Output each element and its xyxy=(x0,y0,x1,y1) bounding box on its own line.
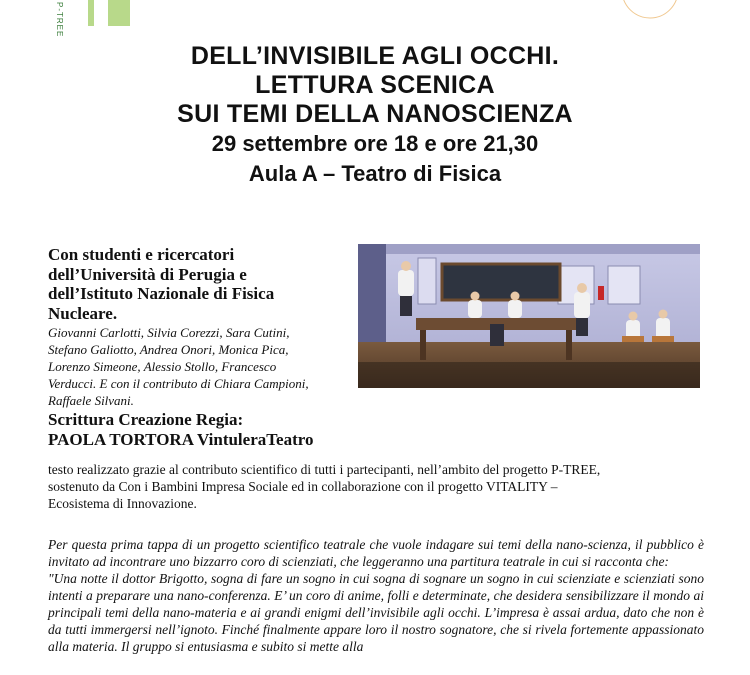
participants-section xyxy=(48,245,348,449)
participant-names xyxy=(48,324,348,409)
names-line: Giovanni Carlotti, Silvia Corezzi, Sara Cutini, xyxy=(48,325,290,340)
logo-white-gap xyxy=(94,0,108,30)
credit-line: Ecosistema di Innovazione. xyxy=(48,496,197,511)
credit-line: testo realizzato grazie al contributo scientifico di tutti i partecipanti, nell’ambito del progetto P-TREE, xyxy=(48,462,601,477)
names-line: Lorenzo Simeone, Alessio Stollo, Francesco xyxy=(48,359,277,374)
intro-text xyxy=(48,536,704,655)
regia-name: PAOLA TORTORA VintuleraTeatro xyxy=(48,430,314,449)
org-line: dell’Istituto Nazionale di Fisica xyxy=(48,284,275,303)
names-line: Stefano Galiotto, Andrea Onori, Monica Pica, xyxy=(48,342,289,357)
credit-line: sostenuto da Con i Bambini Impresa Sociale ed in collaborazione con il progetto VITALITY – xyxy=(48,479,558,494)
title-line-1: DELL’INVISIBILE AGLI OCCHI. xyxy=(190,42,560,70)
p-tree-logo xyxy=(55,0,130,38)
org-line: dell’Università di Perugia e xyxy=(48,264,247,284)
intro-paragraph-2: "Una notte il dottor Brigotto, sogna di fare un sogno in cui sogna di sognare un sogno in cui scienziate e scienziati sono intenti a preparare una nano-conferenza. E’ un coro di anime, folli e determinate, che desidera sensibilizzare il mondo ai principali temi della nano-materia e ai grandi enigmi dell’invisibile agli occhi. L’impresa è assai ardua, dato che non è da tutti immergersi nell’ignoto. Finché finalmente appare loro il nostro sognatore, che si rivela fortemente appassionato alla materia. Il gruppo si entusiasma e subito si mette alla xyxy=(48,571,704,654)
intro-paragraph-1: Per questa prima tappa di un progetto scientifico teatrale che vuole indagare sui temi della nano-scienza, il pubblico è invitato ad incontrare uno bizzarro coro di scienziati, che leggeranno una partitura teatrale in cui si racconta che: xyxy=(48,537,704,569)
stage-photo xyxy=(358,244,700,388)
credit-text xyxy=(48,461,708,512)
title-line-2: LETTURA SCENICA xyxy=(255,71,495,99)
title-line-3: SUI TEMI DELLA NANOSCIENZA xyxy=(177,100,573,128)
names-line: Raffaele Silvani. xyxy=(48,393,134,408)
regia-label: Scrittura Creazione Regia: xyxy=(48,410,244,429)
names-line: Verducci. E con il contributo di Chiara Campioni, xyxy=(48,376,309,391)
org-line: Nucleare. xyxy=(48,303,118,323)
event-venue: Aula A – Teatro di Fisica xyxy=(248,161,502,186)
logo-text: P-TREE xyxy=(55,2,64,38)
event-title-block xyxy=(0,42,750,189)
partner-logo xyxy=(605,0,695,22)
event-datetime: 29 settembre ore 18 e ore 21,30 xyxy=(211,131,539,156)
org-line: Con studenti e ricercatori xyxy=(48,245,235,264)
